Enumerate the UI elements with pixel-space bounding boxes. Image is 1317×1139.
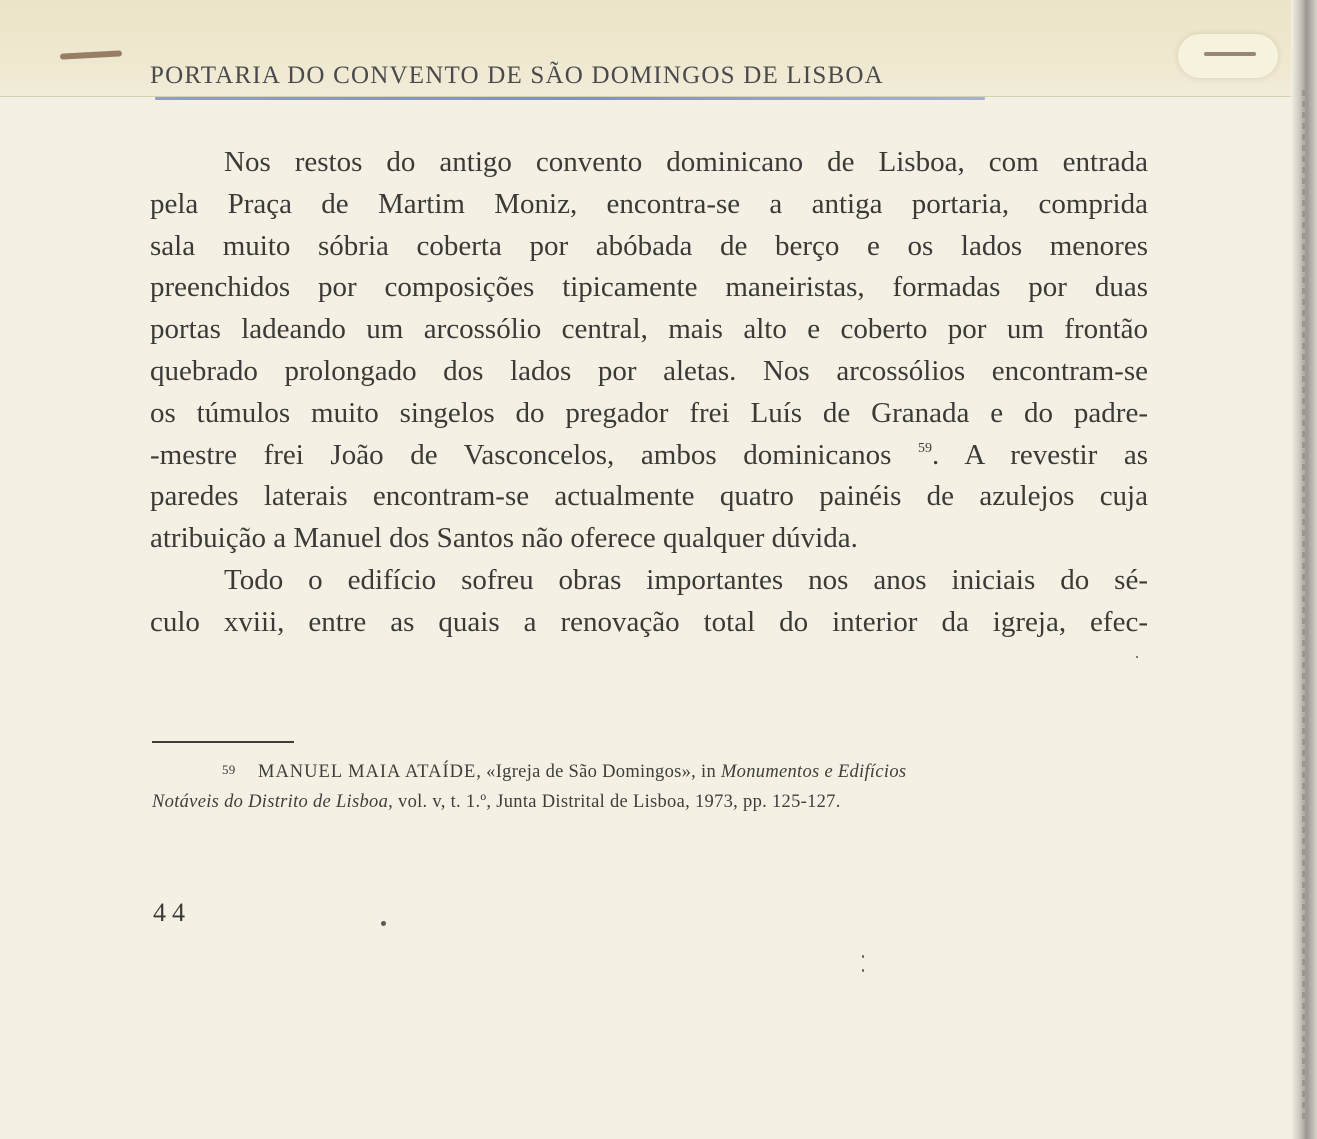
footnote-line: [152, 787, 1072, 817]
body-line-tail: . A revestir as: [932, 438, 1149, 471]
dust-speck: [862, 955, 864, 958]
body-line: sala muito sóbria coberta por abóbada de berço e os lados menores: [150, 229, 1148, 262]
footnote-author: MANUEL MAIA ATAÍDE: [258, 762, 477, 782]
body-line: culo xviii, entre as quais a renovação total do interior da igreja, efec-: [150, 605, 1148, 638]
dust-speck: [862, 969, 864, 972]
footnote-59: [152, 757, 1072, 817]
dust-speck: [1136, 656, 1138, 658]
body-line-with-footnote-ref: [150, 435, 1148, 477]
body-line: atribuição a Manuel dos Santos não oferece qualquer dúvida.: [150, 522, 858, 555]
body-line: portas ladeando um arcossólio central, mais alto e coberto por um frontão: [150, 313, 1148, 346]
footnote-book-title-1: Monumentos e Edifícios: [720, 762, 907, 782]
running-head: PORTARIA DO CONVENTO DE SÃO DOMINGOS DE LISBOA: [150, 62, 884, 89]
tape-patch-right: [1178, 34, 1278, 78]
body-line-text: -mestre frei João de Vasconcelos, ambos dominicanos: [150, 438, 892, 471]
footnote-separator: [152, 741, 294, 743]
running-head-underline: [155, 97, 985, 100]
body-line: quebrado prolongado dos lados por aletas. Nos arcossólios encontram-se: [150, 354, 1148, 387]
body-line: pela Praça de Martim Moniz, encontra-se a antiga portaria, comprida: [150, 187, 1148, 220]
page-number: 44: [153, 898, 191, 927]
body-line: os túmulos muito singelos do pregador frei Luís de Granada e do padre-: [150, 396, 1148, 429]
paper-edge-texture: [1302, 90, 1305, 1120]
body-line: Nos restos do antigo convento dominicano de Lisboa, com entrada: [224, 146, 1148, 178]
footnote-line: 59 MANUEL MAIA ATAÍDE, «Igreja de São Domingos», in Monumentos e Edifícios: [152, 757, 1072, 787]
footnote-reference: 59: [918, 440, 933, 456]
footnote-book-title-2: Notáveis do Distrito de Lisboa,: [152, 792, 394, 812]
footnote-title: «Igreja de São Domingos»: [486, 762, 692, 782]
footnote-number: 59: [222, 762, 236, 777]
dust-speck: [381, 921, 386, 926]
body-line: Todo o edifício sofreu obras importantes nos anos iniciais do sé-: [224, 563, 1148, 596]
body-line: paredes laterais encontram-se actualmente quatro painéis de azulejos cuja: [150, 480, 1148, 513]
footnote-in: in: [701, 762, 717, 782]
body-text: [150, 142, 1148, 644]
footnote-details: vol. v, t. 1.º, Junta Distrital de Lisboa, 1973, pp. 125-127.: [398, 792, 841, 812]
body-line: preenchidos por composições tipicamente maneiristas, formadas por duas: [150, 271, 1148, 304]
tape-mark-right: [1204, 52, 1256, 56]
